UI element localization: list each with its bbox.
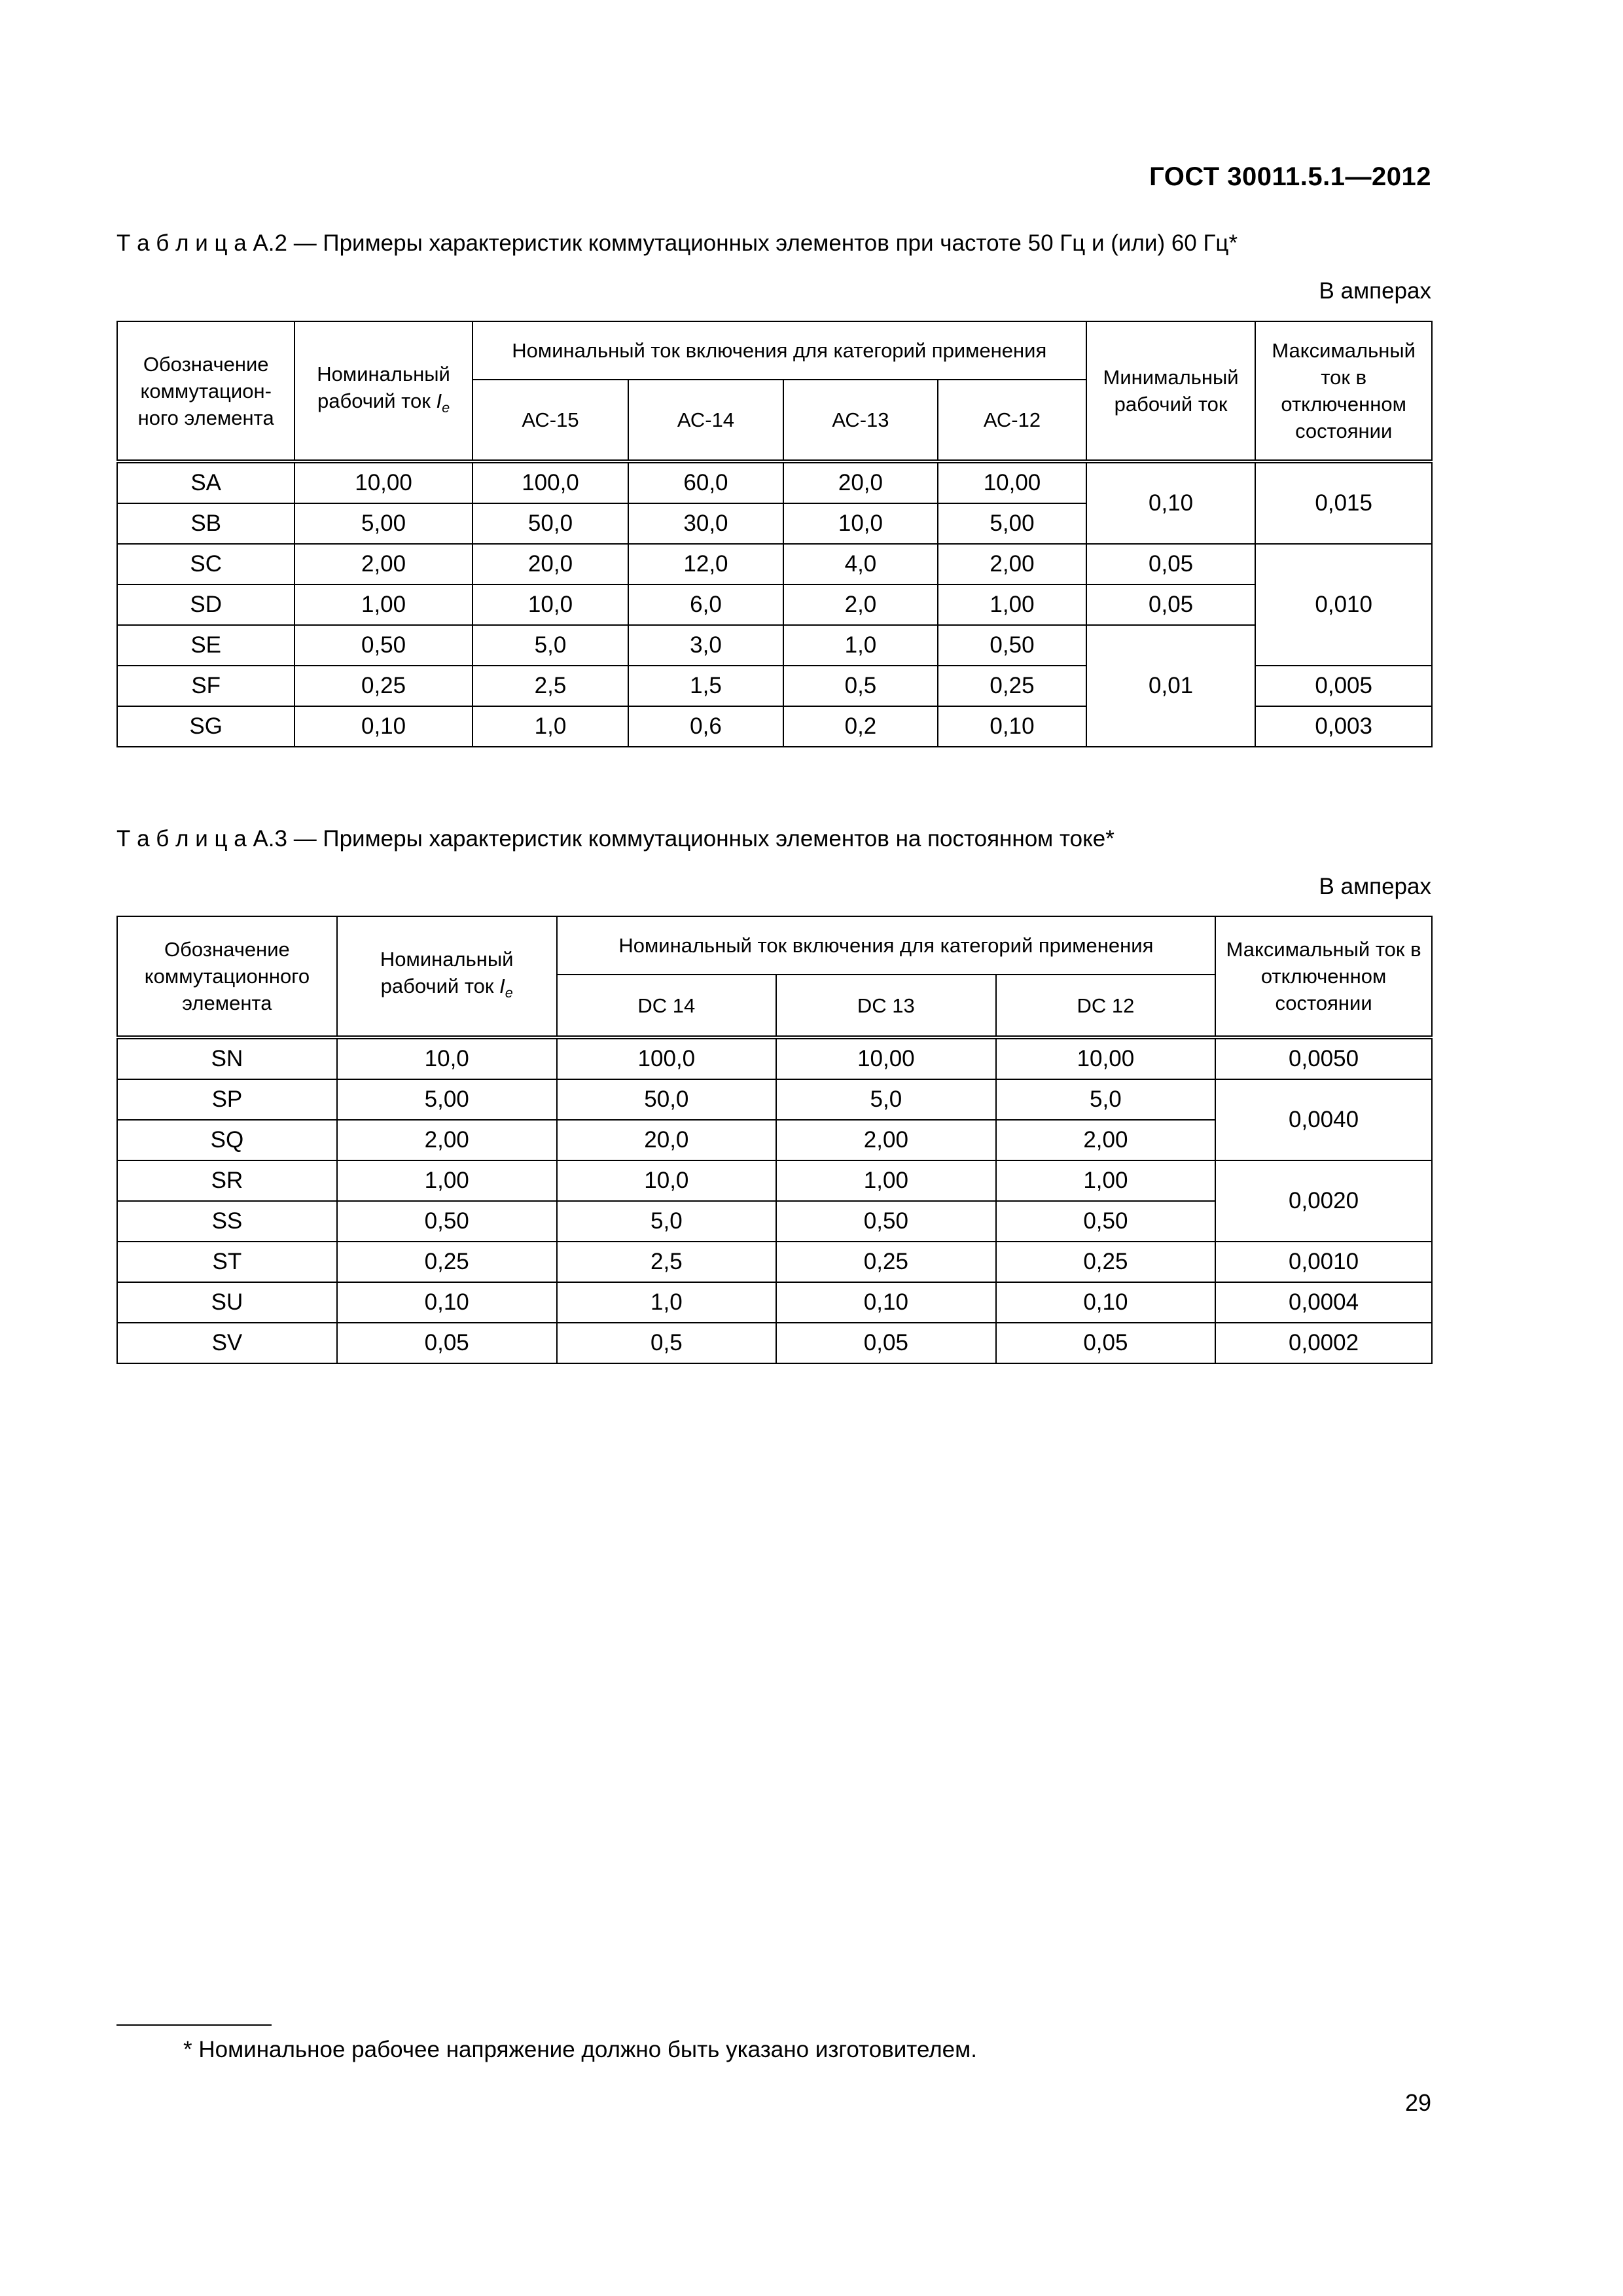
- footnote: * Номинальное рабочее напряжение должно быть указано изготовителем.: [183, 2037, 977, 2062]
- cell-designation: SG: [117, 706, 294, 747]
- footnote-divider: [116, 2024, 272, 2026]
- table-a2: [116, 321, 1433, 747]
- cell-min-current: 0,05: [1086, 584, 1256, 625]
- cell-max-off-current: 0,003: [1255, 706, 1432, 747]
- cell-value: 0,6: [628, 706, 783, 747]
- cell-value: 5,0: [473, 625, 628, 666]
- cell-designation: SR: [117, 1160, 337, 1201]
- cell-value: 0,10: [938, 706, 1086, 747]
- cell-value: 0,05: [776, 1323, 996, 1363]
- cell-value: 0,5: [783, 666, 938, 706]
- standard-header: ГОСТ 30011.5.1—2012: [1149, 162, 1431, 191]
- cell-value: 0,50: [996, 1201, 1216, 1242]
- cell-value: 1,0: [783, 625, 938, 666]
- cell-designation: SQ: [117, 1120, 337, 1160]
- cell-rated: 1,00: [337, 1160, 557, 1201]
- cell-value: 1,00: [938, 584, 1086, 625]
- cell-value: 1,0: [473, 706, 628, 747]
- header-designation: Обозначение коммутацион-ного элемента: [117, 321, 294, 461]
- cell-min-current: 0,05: [1086, 544, 1256, 584]
- cell-rated: 10,0: [337, 1037, 557, 1079]
- cell-value: 0,50: [938, 625, 1086, 666]
- cell-designation: SB: [117, 503, 294, 544]
- cell-value: 5,0: [996, 1079, 1216, 1120]
- cell-value: 1,0: [557, 1282, 777, 1323]
- cell-designation: SU: [117, 1282, 337, 1323]
- cell-value: 5,00: [938, 503, 1086, 544]
- cell-value: 0,10: [776, 1282, 996, 1323]
- table-row: [117, 1079, 1432, 1120]
- header-designation: Обозначение коммутационного элемента: [117, 916, 337, 1037]
- cell-designation: SS: [117, 1201, 337, 1242]
- cell-value: 20,0: [783, 461, 938, 503]
- cell-value: 20,0: [557, 1120, 777, 1160]
- header-max-off-current: Максимальный ток в отключенном состоянии: [1255, 321, 1432, 461]
- header-category-dc12: DC 12: [996, 975, 1216, 1037]
- table-a2-units: В амперах: [1319, 278, 1431, 304]
- cell-rated: 0,10: [294, 706, 472, 747]
- cell-value: 60,0: [628, 461, 783, 503]
- page-number: 29: [1404, 2089, 1431, 2116]
- cell-value: 0,2: [783, 706, 938, 747]
- cell-designation: SV: [117, 1323, 337, 1363]
- cell-designation: SC: [117, 544, 294, 584]
- cell-value: 10,0: [473, 584, 628, 625]
- header-category-dc13: DC 13: [776, 975, 996, 1037]
- cell-max-off-current: 0,010: [1255, 544, 1432, 666]
- header-category-ac15: АС-15: [473, 380, 628, 461]
- header-category-ac13: АС-13: [783, 380, 938, 461]
- header-category-ac14: АС-14: [628, 380, 783, 461]
- cell-value: 2,00: [776, 1120, 996, 1160]
- cell-max-off-current: 0,015: [1255, 461, 1432, 544]
- cell-designation: ST: [117, 1242, 337, 1282]
- cell-value: 100,0: [557, 1037, 777, 1079]
- cell-value: 6,0: [628, 584, 783, 625]
- cell-rated: 0,50: [294, 625, 472, 666]
- cell-value: 10,00: [996, 1037, 1216, 1079]
- cell-value: 10,00: [776, 1037, 996, 1079]
- cell-value: 5,0: [557, 1201, 777, 1242]
- table-row: [117, 461, 1432, 503]
- cell-value: 0,25: [776, 1242, 996, 1282]
- cell-max-off-current: 0,0020: [1215, 1160, 1432, 1242]
- cell-value: 2,5: [473, 666, 628, 706]
- cell-value: 10,0: [783, 503, 938, 544]
- cell-value: 2,00: [996, 1120, 1216, 1160]
- table-a2-caption: Т а б л и ц а А.2 — Примеры характеристик коммутационных элементов при частоте 50 Гц и (или) 60 Гц*: [116, 230, 1238, 256]
- cell-value: 20,0: [473, 544, 628, 584]
- cell-value: 10,00: [938, 461, 1086, 503]
- table-row: [117, 1282, 1432, 1323]
- cell-value: 2,0: [783, 584, 938, 625]
- table-row: [117, 1160, 1432, 1201]
- cell-max-off-current: 0,0004: [1215, 1282, 1432, 1323]
- cell-designation: SF: [117, 666, 294, 706]
- table-row: [117, 544, 1432, 584]
- header-min-current: Минимальный рабочий ток: [1086, 321, 1256, 461]
- header-making-current-group: Номинальный ток включения для категорий применения: [557, 916, 1216, 975]
- cell-max-off-current: 0,005: [1255, 666, 1432, 706]
- table-a3-units: В амперах: [1319, 874, 1431, 899]
- cell-value: 1,00: [776, 1160, 996, 1201]
- table-a3-caption: Т а б л и ц а А.3 — Примеры характеристик коммутационных элементов на постоянном токе*: [116, 826, 1115, 852]
- cell-value: 5,0: [776, 1079, 996, 1120]
- cell-value: 0,50: [776, 1201, 996, 1242]
- cell-rated: 5,00: [294, 503, 472, 544]
- cell-rated: 0,05: [337, 1323, 557, 1363]
- cell-rated: 0,50: [337, 1201, 557, 1242]
- cell-value: 0,5: [557, 1323, 777, 1363]
- cell-value: 3,0: [628, 625, 783, 666]
- header-rated-current: Номинальный рабочий ток $I_e$: [337, 916, 557, 1037]
- cell-min-current: 0,01: [1086, 625, 1256, 747]
- cell-value: 10,0: [557, 1160, 777, 1201]
- cell-value: 0,25: [938, 666, 1086, 706]
- cell-value: 0,05: [996, 1323, 1216, 1363]
- table-row: [117, 1037, 1432, 1079]
- cell-value: 100,0: [473, 461, 628, 503]
- cell-rated: 2,00: [337, 1120, 557, 1160]
- cell-value: 1,00: [996, 1160, 1216, 1201]
- header-category-dc14: DC 14: [557, 975, 777, 1037]
- cell-max-off-current: 0,0002: [1215, 1323, 1432, 1363]
- cell-min-current: 0,10: [1086, 461, 1256, 544]
- cell-designation: SE: [117, 625, 294, 666]
- table-row: [117, 1323, 1432, 1363]
- cell-value: 0,10: [996, 1282, 1216, 1323]
- cell-rated: 0,10: [337, 1282, 557, 1323]
- cell-max-off-current: 0,0050: [1215, 1037, 1432, 1079]
- cell-value: 0,25: [996, 1242, 1216, 1282]
- cell-max-off-current: 0,0040: [1215, 1079, 1432, 1160]
- cell-rated: 10,00: [294, 461, 472, 503]
- cell-rated: 1,00: [294, 584, 472, 625]
- cell-value: 2,00: [938, 544, 1086, 584]
- table-a3: [116, 916, 1433, 1364]
- cell-rated: 0,25: [294, 666, 472, 706]
- cell-value: 4,0: [783, 544, 938, 584]
- table-row: [117, 625, 1432, 666]
- header-rated-current: Номинальный рабочий ток $I_e$: [294, 321, 472, 461]
- cell-value: 50,0: [473, 503, 628, 544]
- header-making-current-group: Номинальный ток включения для категорий применения: [473, 321, 1086, 380]
- cell-designation: SA: [117, 461, 294, 503]
- table-row: [117, 1242, 1432, 1282]
- cell-value: 12,0: [628, 544, 783, 584]
- cell-designation: SN: [117, 1037, 337, 1079]
- cell-rated: 0,25: [337, 1242, 557, 1282]
- cell-designation: SD: [117, 584, 294, 625]
- cell-designation: SP: [117, 1079, 337, 1120]
- cell-value: 1,5: [628, 666, 783, 706]
- cell-max-off-current: 0,0010: [1215, 1242, 1432, 1282]
- cell-value: 50,0: [557, 1079, 777, 1120]
- header-max-off-current: Максимальный ток в отключенном состоянии: [1215, 916, 1432, 1037]
- cell-value: 2,5: [557, 1242, 777, 1282]
- cell-rated: 5,00: [337, 1079, 557, 1120]
- table-row: [117, 584, 1432, 625]
- cell-value: 30,0: [628, 503, 783, 544]
- cell-rated: 2,00: [294, 544, 472, 584]
- header-category-ac12: АС-12: [938, 380, 1086, 461]
